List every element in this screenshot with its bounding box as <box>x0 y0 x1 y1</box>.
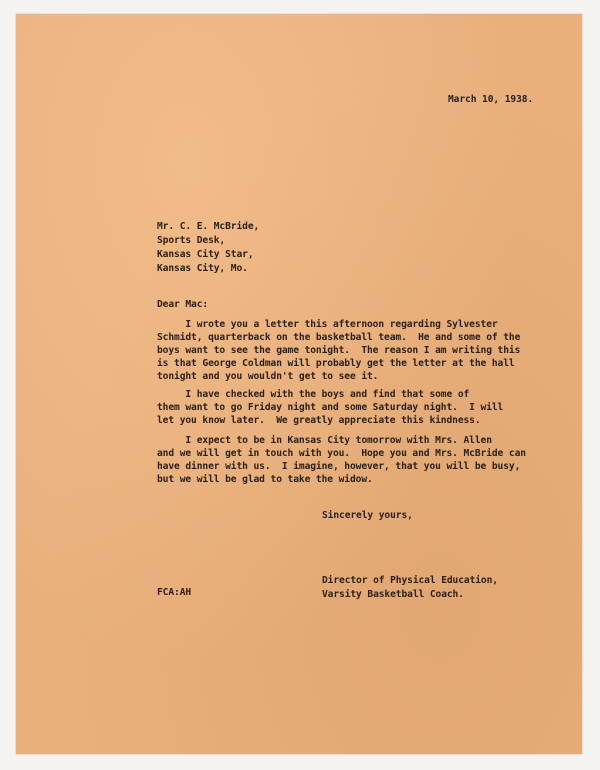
signature-line: Director of Physical Education, <box>322 575 498 586</box>
recipient-line: Mr. C. E. McBride, <box>157 221 260 232</box>
body-line: boys want to see the game tonight. The reason I am writing this <box>157 345 521 356</box>
body-line: but we will be glad to take the widow. <box>157 474 373 485</box>
closing: Sincerely yours, <box>322 510 413 521</box>
body-line: let you know later. We greatly appreciate this kindness. <box>157 415 481 426</box>
paragraph-2 <box>157 389 504 438</box>
signature-line: Varsity Basketball Coach. <box>322 589 464 600</box>
body-line: I have checked with the boys and find that some of <box>157 389 470 400</box>
paragraph-1 <box>157 319 521 387</box>
body-line: I wrote you a letter this afternoon regarding Sylvester <box>157 319 498 330</box>
body-line: Schmidt, quarterback on the basketball team. He and some of the <box>157 332 521 343</box>
reference-initials: FCA:AH <box>157 587 192 598</box>
body-line: and we will get in touch with you. Hope you and Mrs. McBride can <box>157 448 526 459</box>
body-line: have dinner with us. I imagine, however, that you will be busy, <box>157 461 521 472</box>
body-line: tonight and you wouldn't get to see it. <box>157 371 379 382</box>
paragraph-3 <box>157 435 526 494</box>
recipient-line: Kansas City Star, <box>157 249 254 260</box>
letter-sheet <box>16 14 582 754</box>
body-line: them want to go Friday night and some Saturday night. I will <box>157 402 504 413</box>
recipient-line: Sports Desk, <box>157 235 226 246</box>
letter-date: March 10, 1938. <box>448 94 534 105</box>
recipient-line: Kansas City, Mo. <box>157 263 248 274</box>
salutation: Dear Mac: <box>157 299 209 310</box>
body-line: I expect to be in Kansas City tomorrow with Mrs. Allen <box>157 435 492 446</box>
body-line: is that George Coldman will probably get the letter at the hall <box>157 358 515 369</box>
